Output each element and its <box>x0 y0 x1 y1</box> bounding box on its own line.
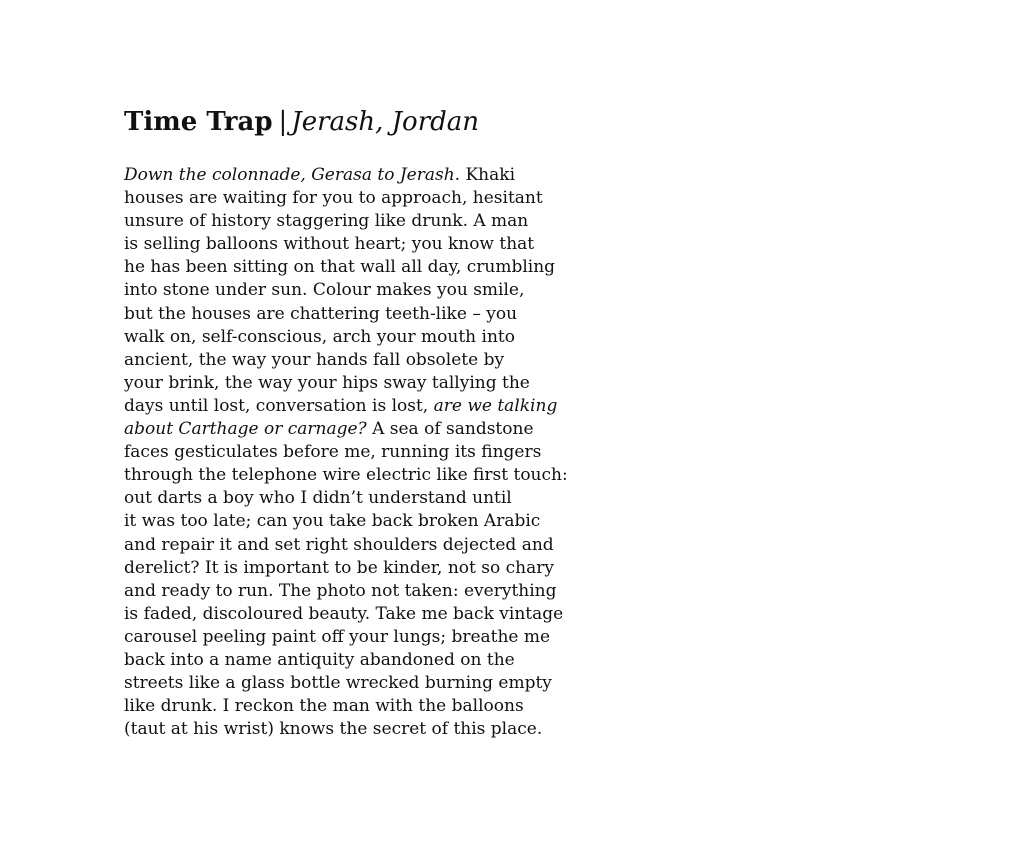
poem-line: unsure of history staggering like drunk. A man <box>124 211 529 232</box>
poem-line: derelict? It is important to be kinder, not so chary <box>124 557 554 578</box>
poem-line: your brink, the way your hips sway tallying the <box>124 372 530 393</box>
poem-body <box>124 164 594 741</box>
poem-line: back into a name antiquity abandoned on the <box>124 649 515 670</box>
poem-line <box>124 418 594 441</box>
poem-line-italic: Down the colonnade, Gerasa to Jerash. <box>124 165 461 185</box>
poem-line: into stone under sun. Colour makes you smile, <box>124 280 525 301</box>
poem-line: faces gesticulates before me, running its fingers <box>124 442 542 463</box>
poem-line: it was too late; can you take back broken Arabic <box>124 511 541 532</box>
title-separator: | <box>278 107 288 137</box>
poem-line: and ready to run. The photo not taken: everything <box>124 580 557 601</box>
poem-line: is faded, discoloured beauty. Take me back vintage <box>124 603 564 624</box>
poem-line: (taut at his wrist) knows the secret of this place. <box>124 719 543 740</box>
poem-line: houses are waiting for you to approach, hesitant <box>124 188 543 209</box>
poem-line <box>124 164 594 187</box>
poem-line: carousel peeling paint off your lungs; breathe me <box>124 626 551 647</box>
poem-line: he has been sitting on that wall all day, crumbling <box>124 257 556 278</box>
poem-line: but the houses are chattering teeth-like – you <box>124 303 518 324</box>
title-text: Time Trap <box>124 107 273 137</box>
poem-line: like drunk. I reckon the man with the balloons <box>124 696 524 717</box>
poem-line: ancient, the way your hands fall obsolete by <box>124 349 505 370</box>
poem-line-text: days until lost, conversation is lost, <box>124 395 434 416</box>
poem-line-text: A sea of sandstone <box>366 419 534 440</box>
poem-line: through the telephone wire electric like first touch: <box>124 465 568 486</box>
poem-title <box>124 104 594 140</box>
poem-line-text: Khaki <box>460 165 516 185</box>
poem-line-italic: are we talking <box>433 395 558 416</box>
poem-line: is selling balloons without heart; you know that <box>124 234 535 255</box>
poem-line: and repair it and set right shoulders dejected and <box>124 534 554 555</box>
poem-line-italic: about Carthage or carnage? <box>124 419 367 440</box>
poem-line: streets like a glass bottle wrecked burning empty <box>124 673 552 694</box>
title-place: Jerash, Jordan <box>291 107 480 137</box>
poem-line <box>124 395 594 418</box>
poem-line: out darts a boy who I didn’t understand until <box>124 488 512 509</box>
poem-line: walk on, self-conscious, arch your mouth into <box>124 326 515 347</box>
poem-page <box>124 104 594 741</box>
